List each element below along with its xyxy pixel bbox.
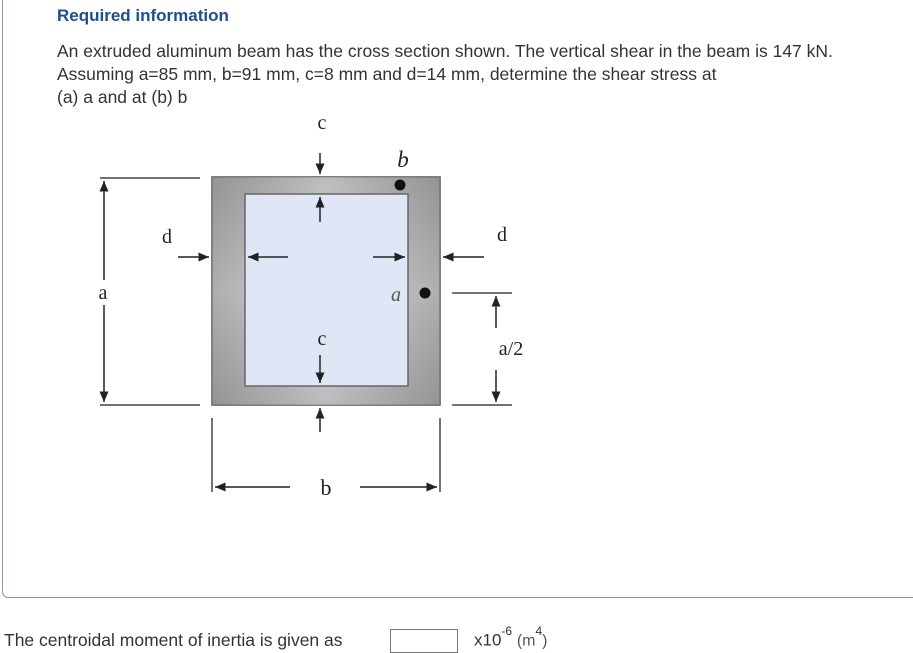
unit-close: ) [542,632,548,650]
problem-line-1: An extruded aluminum beam has the cross section shown. The vertical shear in the beam is 147 kN. [57,41,833,61]
dim-b-label: b [320,475,332,500]
point-a-label: a [391,284,401,306]
moment-of-inertia-unit [474,624,548,651]
point-a-dot [420,288,431,299]
problem-line-3: (a) a and at (b) b [57,87,188,107]
dim-a-label: a [98,282,108,304]
dim-c-bottom-label: c [317,328,327,350]
point-b-dot [395,180,406,191]
required-information-title: Required information [57,6,229,25]
unit-prefix: x10 [474,630,502,650]
unit-open: (m [516,632,536,650]
point-b-label: b [397,147,409,172]
dim-d-right-label: d [497,224,507,246]
moment-of-inertia-prompt: The centroidal moment of inertia is given as [4,630,343,650]
inner-hollow [245,194,408,386]
unit-exponent: -6 [501,624,513,638]
dim-half-a-label: a/2 [498,338,524,360]
problem-line-2: Assuming a=85 mm, b=91 mm, c=8 mm and d=14 mm, determine the shear stress at [57,64,717,84]
dim-c-top-label: c [317,112,327,134]
unit-power: 4 [535,624,543,638]
moment-of-inertia-input[interactable] [390,629,458,653]
dim-d-left-label: d [162,226,172,248]
